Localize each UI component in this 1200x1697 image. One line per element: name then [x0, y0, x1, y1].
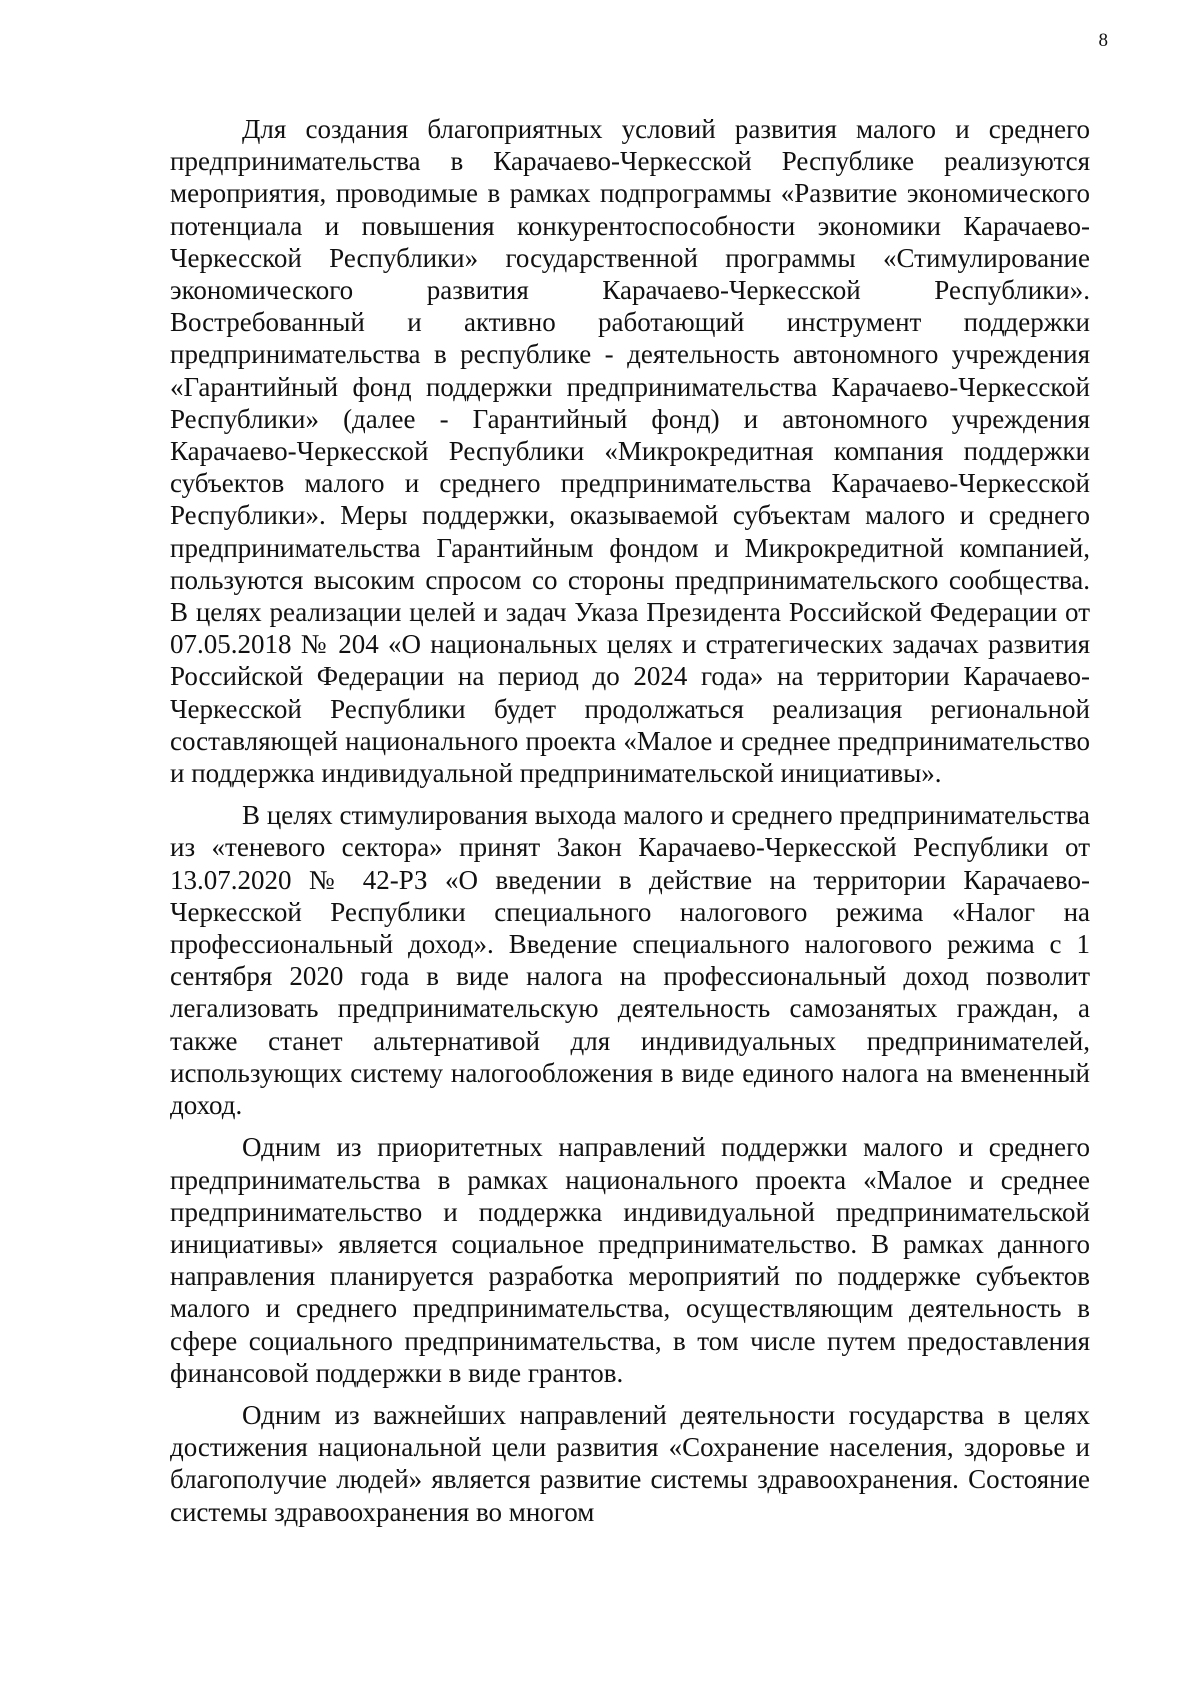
paragraph-3: Одним из приоритетных направлений поддержки малого и среднего предпринимательства в рамках национального проекта «Малое и среднее предпринимательство и поддержка индивидуальной предпринимательской инициативы» является социальное предпринимательство. В рамках данного направления планируется разработка мероприятий по поддержке субъектов малого и среднего предпринимательства, осуществляющим деятельность в сфере социального предпринимательства, в том числе путем предоставления финансовой поддержки в виде грантов. [170, 1132, 1090, 1388]
paragraph-1: Для создания благоприятных условий развития малого и среднего предпринимательства в Карачаево-Черкесской Республике реализуются мероприятия, проводимые в рамках подпрограммы «Развитие экономического потенциала и повышения конкурентоспособности экономики Карачаево-Черкесской Республики» государственной программы «Стимулирование экономического развития Карачаево-Черкесской Республики». Востребованный и активно работающий инструмент поддержки предпринимательства в республике - деятельность автономного учреждения «Гарантийный фонд поддержки предпринимательства Карачаево-Черкесской Республики» (далее - Гарантийный фонд) и автономного учреждения Карачаево-Черкесской Республики «Микрокредитная компания поддержки субъектов малого и среднего предпринимательства Карачаево-Черкесской Республики». Меры поддержки, оказываемой субъектам малого и среднего предпринимательства Гарантийным фондом и Микрокредитной компанией, пользуются высоким спросом со стороны предпринимательского сообщества. В целях реализации целей и задач Указа Президента Российской Федерации от 07.05.2018 № 204 «О национальных целях и стратегических задачах развития Российской Федерации на период до 2024 года» на территории Карачаево-Черкесской Республики будет продолжаться реализация региональной составляющей национального проекта «Малое и среднее предпринимательство и поддержка индивидуальной предпринимательской инициативы». [170, 114, 1090, 789]
document-body [170, 113, 1090, 1528]
paragraph-2: В целях стимулирования выхода малого и среднего предпринимательства из «теневого сектора» принят Закон Карачаево-Черкесской Республики от 13.07.2020 № 42-РЗ «О введении в действие на территории Карачаево-Черкесской Республики специального налогового режима «Налог на профессиональный доход». Введение специального налогового режима с 1 сентября 2020 года в виде налога на профессиональный доход позволит легализовать предпринимательскую деятельность самозанятых граждан, а также станет альтернативой для индивидуальных предпринимателей, использующих систему налогообложения в виде единого налога на вмененный доход. [170, 800, 1090, 1121]
page-number: 8 [1098, 30, 1108, 51]
paragraph-4: Одним из важнейших направлений деятельности государства в целях достижения национальной цели развития «Сохранение населения, здоровье и благополучие людей» является развитие системы здравоохранения. Состояние системы здравоохранения во многом [170, 1399, 1090, 1527]
